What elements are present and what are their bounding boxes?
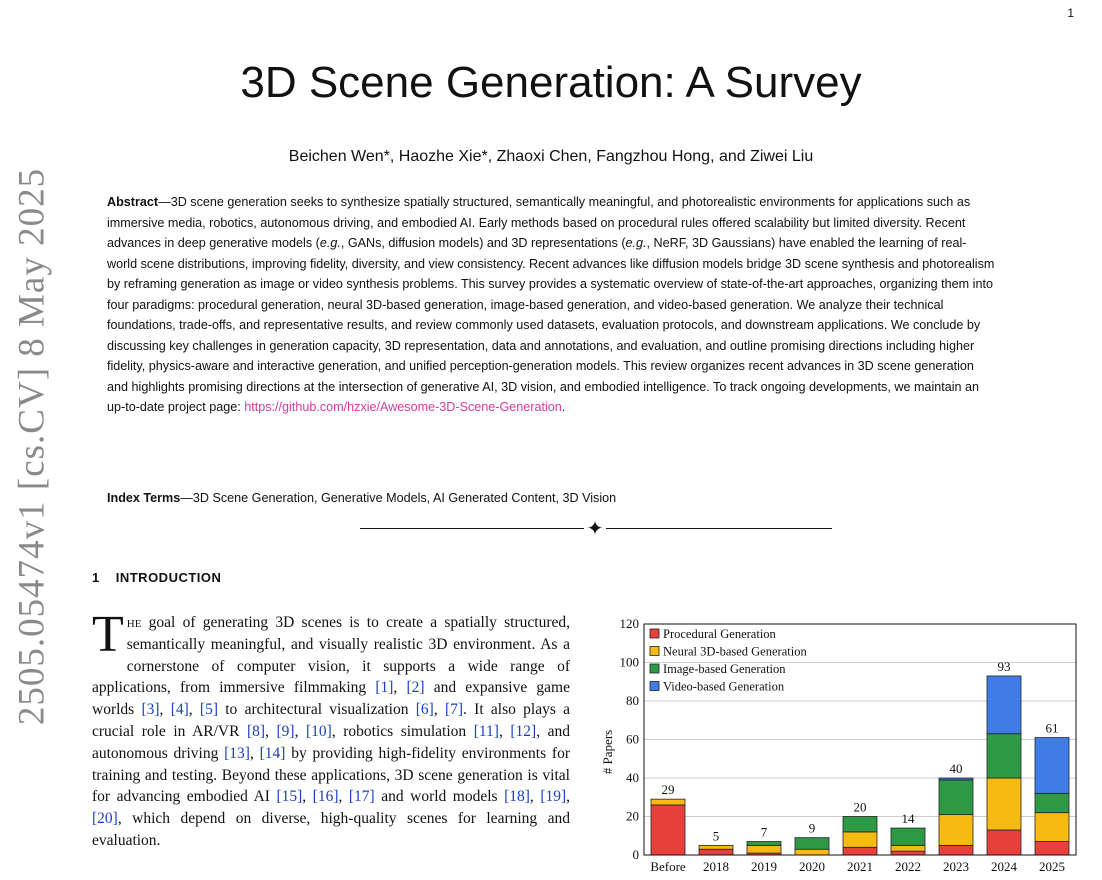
intro-text: ,	[338, 788, 349, 806]
bar-segment	[1035, 793, 1069, 812]
legend-swatch	[650, 647, 659, 656]
intro-text: ,	[393, 679, 407, 697]
separator-rule-left	[360, 528, 584, 529]
legend-label: Image-based Generation	[663, 662, 786, 676]
intro-text: , which depend on diverse, high-quality scenes for learning and evaluation.	[92, 810, 570, 849]
x-tick-label: 2019	[751, 859, 777, 874]
intro-paragraph	[92, 612, 570, 880]
section-heading	[92, 570, 221, 585]
page-number: 1	[1067, 6, 1074, 20]
arxiv-watermark: 2505.05474v1 [cs.CV] 8 May 2025	[11, 167, 53, 726]
citation-link[interactable]: [3]	[141, 701, 160, 719]
bar-segment	[891, 845, 925, 851]
y-tick-label: 20	[626, 808, 639, 824]
citation-link[interactable]: [9]	[276, 722, 295, 740]
bar-segment	[987, 676, 1021, 734]
papers-per-year-chart	[596, 612, 1082, 880]
bar-segment	[747, 845, 781, 853]
index-terms-label: Index Terms	[107, 491, 181, 505]
abstract-eg-2: e.g.	[625, 236, 647, 250]
intro-text: . It also plays a crucial role in AR/VR	[92, 701, 570, 740]
intro-text: ,	[529, 788, 541, 806]
drop-cap: T	[92, 612, 124, 663]
intro-text: , robotics simulation	[331, 722, 474, 740]
intro-text: ,	[188, 701, 200, 719]
x-tick-label: 2021	[847, 859, 873, 874]
index-terms-text: —3D Scene Generation, Generative Models, AI Generated Content, 3D Vision	[180, 491, 617, 505]
citation-link[interactable]: [20]	[92, 810, 118, 828]
x-tick-label: Before	[650, 859, 686, 874]
section-number: 1	[92, 570, 100, 585]
section-title: INTRODUCTION	[115, 570, 222, 585]
intro-lead: he	[126, 614, 142, 631]
bar-segment	[843, 817, 877, 832]
citation-link[interactable]: [13]	[224, 744, 250, 762]
bar-segment	[747, 842, 781, 846]
intro-text: ,	[302, 788, 313, 806]
intro-text: to architectural visualization	[217, 701, 416, 719]
abstract-label: Abstract	[107, 195, 159, 209]
y-tick-label: 80	[626, 693, 639, 708]
legend-label: Video-based Generation	[663, 679, 785, 694]
bar-total-label: 7	[760, 824, 768, 840]
bar-segment	[699, 849, 733, 855]
bar-segment	[939, 778, 973, 780]
citation-link[interactable]: [10]	[306, 722, 332, 740]
citation-link[interactable]: [4]	[170, 701, 189, 719]
citation-link[interactable]: [5]	[199, 701, 218, 719]
y-axis-label: # Papers	[600, 729, 615, 775]
intro-text: ,	[294, 722, 306, 740]
legend-swatch	[650, 664, 659, 673]
separator-rule-right	[606, 528, 832, 529]
x-tick-label: 2024	[991, 859, 1017, 874]
bar-total-label: 29	[661, 782, 675, 798]
bar-segment	[1035, 842, 1069, 855]
legend-label: Neural 3D-based Generation	[663, 644, 807, 659]
abstract-eg-1: e.g.	[319, 236, 341, 250]
citation-link[interactable]: [16]	[312, 788, 339, 806]
intro-text: , and autonomous driving	[92, 722, 570, 762]
bar-segment	[651, 805, 685, 855]
intro-text: by providing high-fidelity environments for training and testing. Beyond these applications, 3D scene generation is vital for advancing embodied AI	[92, 744, 570, 806]
citation-link[interactable]: [8]	[247, 722, 266, 740]
legend-label: Procedural Generation	[663, 627, 776, 641]
intro-text: ,	[159, 701, 171, 719]
bar-segment	[795, 838, 829, 850]
y-tick-label: 100	[619, 654, 639, 670]
bar-segment	[891, 851, 925, 855]
bar-total-label: 61	[1045, 720, 1059, 736]
bar-total-label: 40	[949, 761, 963, 776]
citation-link[interactable]: [2]	[406, 679, 425, 697]
bar-total-label: 93	[997, 658, 1011, 674]
bar-segment	[795, 849, 829, 855]
separator-star-icon: ✦	[586, 516, 604, 540]
intro-text: ,	[249, 744, 260, 762]
intro-body	[92, 614, 570, 849]
bar-segment	[987, 830, 1021, 855]
abstract-text-1: —3D scene generation seeks to synthesize spatially structured, semantically meaningful, and photorealistic environments for applications such as immersive media, robotics, autonomous driving, and embodied AI. Early methods based on procedural rules offered scalability but limited diversity. Recent advances in deep generative models (	[107, 195, 971, 250]
abstract-end: .	[561, 400, 566, 414]
citation-link[interactable]: [19]	[540, 788, 567, 806]
citation-link[interactable]: [18]	[504, 788, 530, 806]
intro-text: and expansive game worlds	[92, 679, 570, 719]
x-tick-label: 2022	[895, 859, 921, 874]
intro-text: ,	[566, 788, 570, 806]
bar-segment	[843, 847, 877, 855]
bar-segment	[939, 780, 973, 815]
bar-segment	[939, 845, 973, 855]
citation-link[interactable]: [1]	[375, 679, 394, 697]
bar-segment	[843, 832, 877, 847]
bar-segment	[939, 815, 973, 846]
x-tick-label: 2020	[799, 859, 825, 874]
citation-link[interactable]: [11]	[473, 722, 499, 740]
bar-total-label: 20	[853, 799, 867, 815]
bar-segment	[987, 778, 1021, 830]
index-terms	[107, 491, 995, 505]
legend-swatch	[650, 629, 659, 638]
y-tick-label: 60	[626, 731, 639, 747]
y-tick-label: 40	[626, 770, 639, 785]
bar-total-label: 14	[901, 811, 915, 827]
citation-link[interactable]: [7]	[444, 701, 464, 719]
bar-segment	[651, 799, 685, 805]
citation-link[interactable]: [15]	[276, 788, 303, 806]
legend-swatch	[650, 682, 659, 691]
intro-text: ,	[498, 722, 511, 740]
y-tick-label: 120	[619, 616, 639, 631]
intro-text: and world models	[374, 788, 505, 806]
citation-link[interactable]: [17]	[348, 788, 375, 806]
bar-segment	[1035, 813, 1069, 842]
paper-title: 3D Scene Generation: A Survey	[240, 58, 862, 107]
x-tick-label: 2023	[943, 859, 969, 874]
intro-text: ,	[433, 701, 445, 719]
intro-text: ,	[265, 722, 277, 740]
bar-segment	[891, 828, 925, 845]
abstract-text-3: , NeRF, 3D Gaussians) have enabled the learning of real-world scene distributions, improving fidelity, diversity, and view consistency. Recent advances like diffusion models bridge 3D scene synthesis and photorealism by reframing generation as image or video synthesis problems. This survey provides a systematic overview of state-of-the-art approaches, organizing them into four paradigms: procedural generation, neural 3D-based generation, image-based generation, and video-based generation. We analyze their technical foundations, trade-offs, and representative results, and review commonly used datasets, evaluation protocols, and downstream applications. We conclude by discussing key challenges in generation capacity, 3D representation, data and annotations, and evaluation, and outline promising directions including higher fidelity, physics-aware and interactive generation, and unified perception-generation models. This review organizes recent advances in 3D scene generation and highlights promising directions at the intersection of generative AI, 3D vision, and embodied intelligence. To track ongoing developments, we maintain an up-to-date project page:	[107, 236, 995, 414]
citation-link[interactable]: [14]	[259, 744, 286, 762]
project-page-link[interactable]: https://github.com/hzxie/Awesome-3D-Scene-Generation	[244, 400, 562, 414]
x-tick-label: 2018	[703, 859, 729, 874]
bar-segment	[987, 734, 1021, 778]
y-tick-label: 0	[632, 847, 639, 862]
x-tick-label: 2025	[1039, 859, 1065, 874]
intro-text: goal of generating 3D scenes is to create a spatially structured, semantically meaningful, and visually realistic 3D environment. As a cornerstone of computer vision, it supports a wide range of applications, from immersive filmmaking	[92, 614, 570, 697]
abstract-text-2: , GANs, diffusion models) and 3D representations (	[340, 236, 626, 250]
abstract	[107, 192, 995, 418]
bar-total-label: 9	[808, 820, 816, 836]
citation-link[interactable]: [6]	[415, 701, 434, 719]
chart-legend	[650, 627, 807, 694]
bar-total-label: 5	[712, 828, 720, 844]
bar-segment	[1035, 738, 1069, 794]
author-list: Beichen Wen*, Haozhe Xie*, Zhaoxi Chen, Fangzhou Hong, and Ziwei Liu	[288, 148, 814, 165]
bar-segment	[699, 845, 733, 849]
citation-link[interactable]: [12]	[510, 722, 537, 740]
